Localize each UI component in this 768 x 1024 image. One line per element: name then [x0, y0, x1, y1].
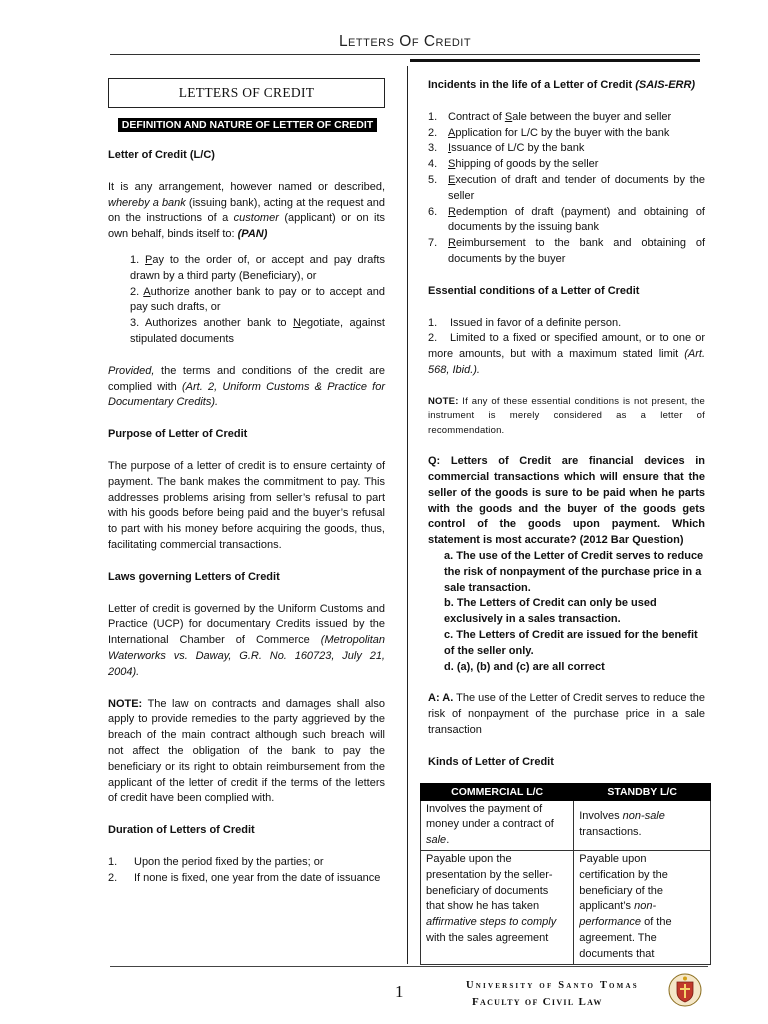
table-cell: Involves the payment of money under a contract of sale. — [421, 800, 574, 850]
essential-note: NOTE: If any of these essential conditions is not present, the instrument is merely considered as a letter of recommendation. — [428, 395, 705, 436]
footer-rule — [110, 966, 708, 967]
choice-item: d. (a), (b) and (c) are all correct — [444, 660, 605, 673]
choice-item: c. The Letters of Credit are issued for the benefit of the seller only. — [444, 629, 698, 657]
choice-item: b. The Letters of Credit can only be used exclusively in a sales transaction. — [444, 597, 657, 626]
pan-list — [130, 253, 385, 348]
duration-list — [108, 855, 385, 887]
loc-heading: Letter of Credit (L/C) — [108, 149, 215, 161]
essential-conditions — [428, 316, 705, 379]
definition-banner: DEFINITION AND NATURE OF LETTER OF CREDIT — [118, 118, 377, 132]
running-header-title: Letters Of Credit — [338, 33, 472, 50]
table-header-row — [421, 783, 711, 800]
table-cell: Involves non-sale transactions. — [574, 800, 711, 850]
list-item: 1. Upon the period fixed by the parties; or — [108, 855, 324, 868]
header-rule-thick — [410, 59, 700, 62]
kinds-heading: Kinds of Letter of Credit — [428, 755, 554, 768]
loc-definition: It is any arrangement, however named or described, whereby a bank (issuing bank), acting at the request and on the instructions of a customer (applicant) or on its own behalf, binds itself to: (PAN) — [108, 180, 386, 241]
incidents-list — [428, 110, 705, 268]
laws-paragraph: Letter of credit is governed by the Uniform Customs and Practice (UCP) for documentary Credits issued by the International Chamber of Commerce (Metropolitan Waterworks vs. Daway, G.R. No. 160723, July 21, 2004). — [108, 602, 385, 678]
kinds-table — [420, 783, 711, 965]
list-item: 7. Reimbursement to the bank and obtaining of documents by the buyer — [428, 237, 705, 265]
duration-heading: Duration of Letters of Credit — [108, 824, 255, 837]
list-item: 6. Redemption of draft (payment) and obtaining of documents by the issuing bank — [428, 205, 705, 234]
bar-question-choices — [444, 549, 705, 675]
list-item: 2. Authorize another bank to pay or to accept and pay such drafts, or — [130, 285, 386, 314]
right-column — [428, 78, 705, 965]
table-row — [421, 850, 711, 964]
incidents-heading: Incidents in the life of a Letter of Credit (SAIS-ERR) — [428, 79, 696, 91]
section-title-box: LETTERS OF CREDIT — [108, 78, 385, 108]
list-item: 5. Execution of draft and tender of documents by the seller — [428, 173, 705, 202]
list-item: 2. If none is fixed, one year from the date of issuance — [108, 871, 381, 884]
university-seal-icon — [668, 973, 702, 1007]
table-header-cell: COMMERCIAL L/C — [421, 783, 574, 800]
provided-paragraph: Provided, the terms and conditions of the credit are complied with (Art. 2, Uniform Customs & Practice for Documentary Credits). — [108, 364, 385, 409]
table-cell: Payable upon certification by the beneficiary of the applicant’s non-performance of the agreement. The documents that — [574, 850, 711, 964]
list-item: 2. Application for L/C by the buyer with the bank — [428, 126, 670, 139]
faculty-name: Faculty of Civil Law — [472, 996, 603, 1008]
table-header-cell: STANDBY L/C — [574, 783, 711, 800]
list-item: 3. Issuance of L/C by the bank — [428, 142, 585, 155]
page-number: 1 — [395, 982, 404, 1001]
bar-answer: A: A. The use of the Letter of Credit serves to reduce the risk of nonpayment of the purchase price in a sale transaction — [428, 692, 705, 736]
left-column — [108, 78, 385, 886]
list-item: 4. Shipping of goods by the seller — [428, 158, 599, 171]
list-item: 1. Pay to the order of, or accept and pay drafts drawn by a third party (Beneficiary), or — [130, 253, 385, 282]
purpose-heading: Purpose of Letter of Credit — [108, 428, 248, 441]
list-item: 3. Authorizes another bank to Negotiate, against stipulated documents — [130, 317, 385, 345]
university-name: University of Santo Tomas — [466, 980, 639, 991]
bar-question: Q: Letters of Credit are financial devices in commercial transactions which will ensure that the seller of the goods is sure to be paid when he parts with the goods and the buyer of the goods gets control of the goods upon payment. Which statement is most accurate? (2012 Bar Question) — [428, 455, 705, 547]
table-cell: Payable upon the presentation by the seller-beneficiary of documents that show he has taken affirmative steps to comply with the sales agreement — [421, 850, 574, 964]
choice-item: a. The use of the Letter of Credit serves to reduce the risk of nonpayment of the purchase price in a sale transaction. — [444, 550, 704, 594]
list-item: 2. Limited to a fixed or specified amount, or to one or more amounts, but with a maximum stated limit (Art. 568, Ibid.). — [428, 332, 705, 376]
column-divider — [407, 66, 408, 964]
list-item: 1. Issued in favor of a definite person. — [428, 316, 622, 329]
note-paragraph: NOTE: The law on contracts and damages shall also apply to provide remedies to the party aggrieved by the breach of the main contract although such breach will not affect the obligation of the bank to pay the beneficiary or its right to obtain reimbursement from the applicant of the letter of credit if the terms of the letters of credit have been complied with. — [108, 697, 385, 805]
table-row — [421, 800, 711, 850]
header-rule-thin — [110, 54, 700, 55]
purpose-paragraph: The purpose of a letter of credit is to ensure certainty of payment. The bank makes the commitment to pay. This addresses problems arising from seller’s refusal to part with his goods before being paid and the buyer’s refusal to part with his money before acquiring the goods, thus, facilitating commercial transactions. — [108, 459, 385, 551]
list-item: 1. Contract of Sale between the buyer and seller — [428, 110, 672, 123]
laws-heading: Laws governing Letters of Credit — [108, 570, 280, 583]
essential-heading: Essential conditions of a Letter of Credit — [428, 284, 640, 297]
